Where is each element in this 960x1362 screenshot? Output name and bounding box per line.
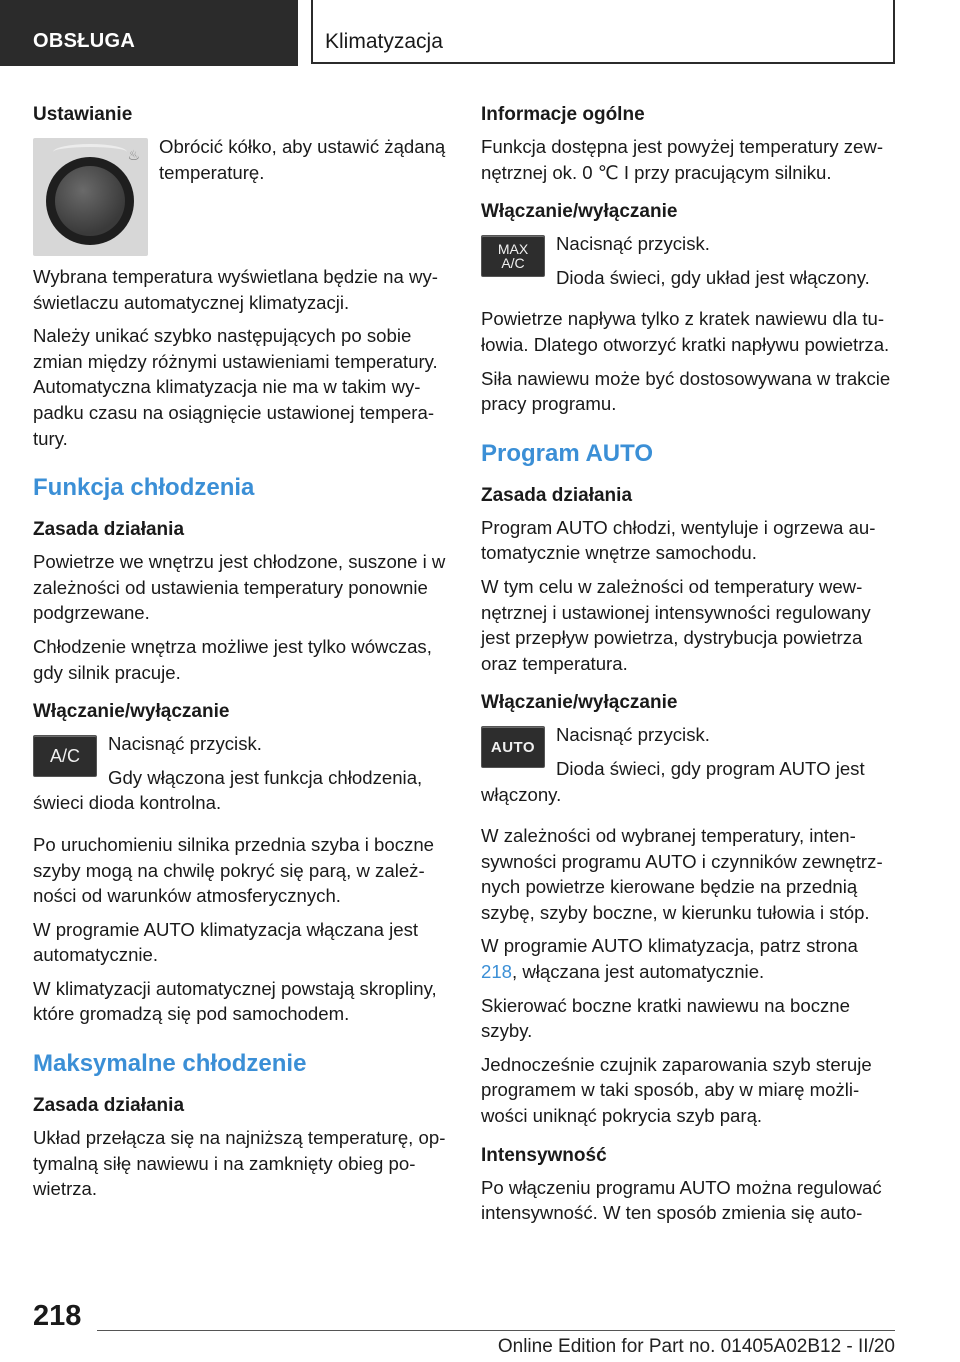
knob-instruction: Obrócić kółko, aby ustawić żądaną temperaturę. xyxy=(159,136,446,183)
max-ac-button-row xyxy=(481,231,899,298)
paragraph: Jednocześnie czujnik zaparowania szyb steruje programem w taki sposób, aby w miarę możliwości uniknąć pokrycia szyb parą. xyxy=(481,1053,872,1127)
paragraph: Po uruchomieniu silnika przednia szyba i boczne szyby mogą na chwilę pokryć się parą, w zależności od warunków atmosferycznych. xyxy=(33,833,435,907)
ac-button-row xyxy=(33,731,451,824)
paragraph: W programie AUTO klimatyzacja włączana jest automatycznie. xyxy=(33,918,419,966)
paragraph: Powietrze we wnętrzu jest chłodzone, suszone i w zależności od ustawienia temperatury ponownie podgrzewane. xyxy=(33,551,446,624)
section-heading-auto: Program AUTO xyxy=(481,439,654,467)
footer-edition: Online Edition for Part no. 01405A02B12 - II/20 xyxy=(497,1336,895,1357)
temperature-knob-icon xyxy=(55,166,125,236)
subheading: Zasada działania xyxy=(481,484,633,506)
right-column xyxy=(481,102,899,1234)
indicator-note: Dioda świeci, gdy program AUTO jest włączony. xyxy=(481,757,865,805)
footer-divider xyxy=(97,1330,895,1331)
paragraph: Chłodzenie wnętrza możliwe jest tylko wówczas, gdy silnik pracuje. xyxy=(33,635,432,683)
knob-figure-row xyxy=(33,134,451,256)
left-column xyxy=(33,102,451,1210)
paragraph: Układ przełącza się na najniższą temperaturę, optymalną siłę nawiewu i na zamknięty obieg powietrza. xyxy=(33,1127,446,1200)
text: , włączana jest automatycznie. xyxy=(512,961,765,983)
auto-button-row xyxy=(481,722,899,815)
max-ac-line2: A/C xyxy=(501,255,525,272)
press-instruction: Nacisnąć przycisk. xyxy=(108,733,262,755)
subheading: Włączanie/wyłączanie xyxy=(481,692,678,714)
paragraph: Powietrze napływa tylko z kratek nawiewu dla tułowia. Dlatego otworzyć kratki napływu powietrza. xyxy=(481,308,890,355)
indicator-note: Gdy włączona jest funkcja chłodzenia, świeci dioda kontrolna. xyxy=(33,766,423,814)
heat-icon: ♨ xyxy=(127,147,140,163)
press-instruction: Nacisnąć przycisk. xyxy=(556,724,710,746)
indicator-note: Dioda świeci, gdy układ jest włączony. xyxy=(556,266,870,288)
ac-button-icon: A/C xyxy=(33,735,97,777)
chapter-title: Klimatyzacja xyxy=(311,0,895,64)
heading-ustawianie: Ustawianie xyxy=(33,104,133,125)
subheading: Włączanie/wyłączanie xyxy=(481,201,678,223)
subheading: Informacje ogólne xyxy=(481,104,645,125)
paragraph-with-link xyxy=(481,933,899,984)
press-instruction: Nacisnąć przycisk. xyxy=(556,233,710,255)
paragraph: Skierować boczne kratki nawiewu na boczne szyby. xyxy=(481,994,850,1042)
subheading: Intensywność xyxy=(481,1144,607,1166)
paragraph: W klimatyzacji automatycznej powstają skropliny, które gromadzą się pod samochodem. xyxy=(33,977,437,1025)
section-title: OBSŁUGA xyxy=(0,0,298,66)
paragraph: Funkcja dostępna jest powyżej temperatury zewnętrznej ok. 0 ℃ I przy pracującym silniku. xyxy=(481,136,884,183)
subheading: Zasada działania xyxy=(33,1095,185,1117)
paragraph: Program AUTO chłodzi, wentyluje i ogrzewa automatycznie wnętrze samochodu. xyxy=(481,516,876,564)
temperature-knob-image xyxy=(33,138,148,256)
page-number: 218 xyxy=(33,1300,82,1332)
max-ac-line1: MAX xyxy=(497,241,529,258)
text: W programie AUTO klimatyzacja, patrz strona xyxy=(481,935,858,957)
max-ac-button-icon xyxy=(481,235,545,277)
page-link-218[interactable]: 218 xyxy=(481,961,513,983)
paragraph: W tym celu w zależności od temperatury wewnętrznej i ustawionej intensywności regulowany jest przepływ powietrza, dystrybucja powietrza oraz temperatura. xyxy=(481,575,871,674)
section-heading-max-cooling: Maksymalne chłodzenie xyxy=(33,1050,307,1078)
subheading: Zasada działania xyxy=(33,519,185,541)
subheading: Włączanie/wyłączanie xyxy=(33,701,230,723)
auto-button-icon: AUTO xyxy=(481,726,545,768)
page-header xyxy=(0,0,960,66)
paragraph: Siła nawiewu może być dostosowywana w trakcie pracy programu. xyxy=(481,367,891,415)
paragraph: Należy unikać szybko następujących po sobie zmian między różnymi ustawieniami temperatury. Automatyczna klimatyzacja nie ma w takim wypadku czasu na osiągnięcie ustawionej temperatury. xyxy=(33,325,438,449)
paragraph: Po włączeniu programu AUTO można regulować intensywność. W ten sposób zmienia się auto- xyxy=(481,1176,882,1224)
paragraph: W zależności od wybranej temperatury, intensywności programu AUTO i czynników zewnętrznych powietrze kierowane będzie na przednią szybę, szyby boczne, w kierunku tułowia i stóp. xyxy=(481,825,883,923)
section-heading-cooling: Funkcja chłodzenia xyxy=(33,474,255,502)
paragraph: Wybrana temperatura wyświetlana będzie na wyświetlaczu automatycznej klimatyzacji. xyxy=(33,266,438,313)
